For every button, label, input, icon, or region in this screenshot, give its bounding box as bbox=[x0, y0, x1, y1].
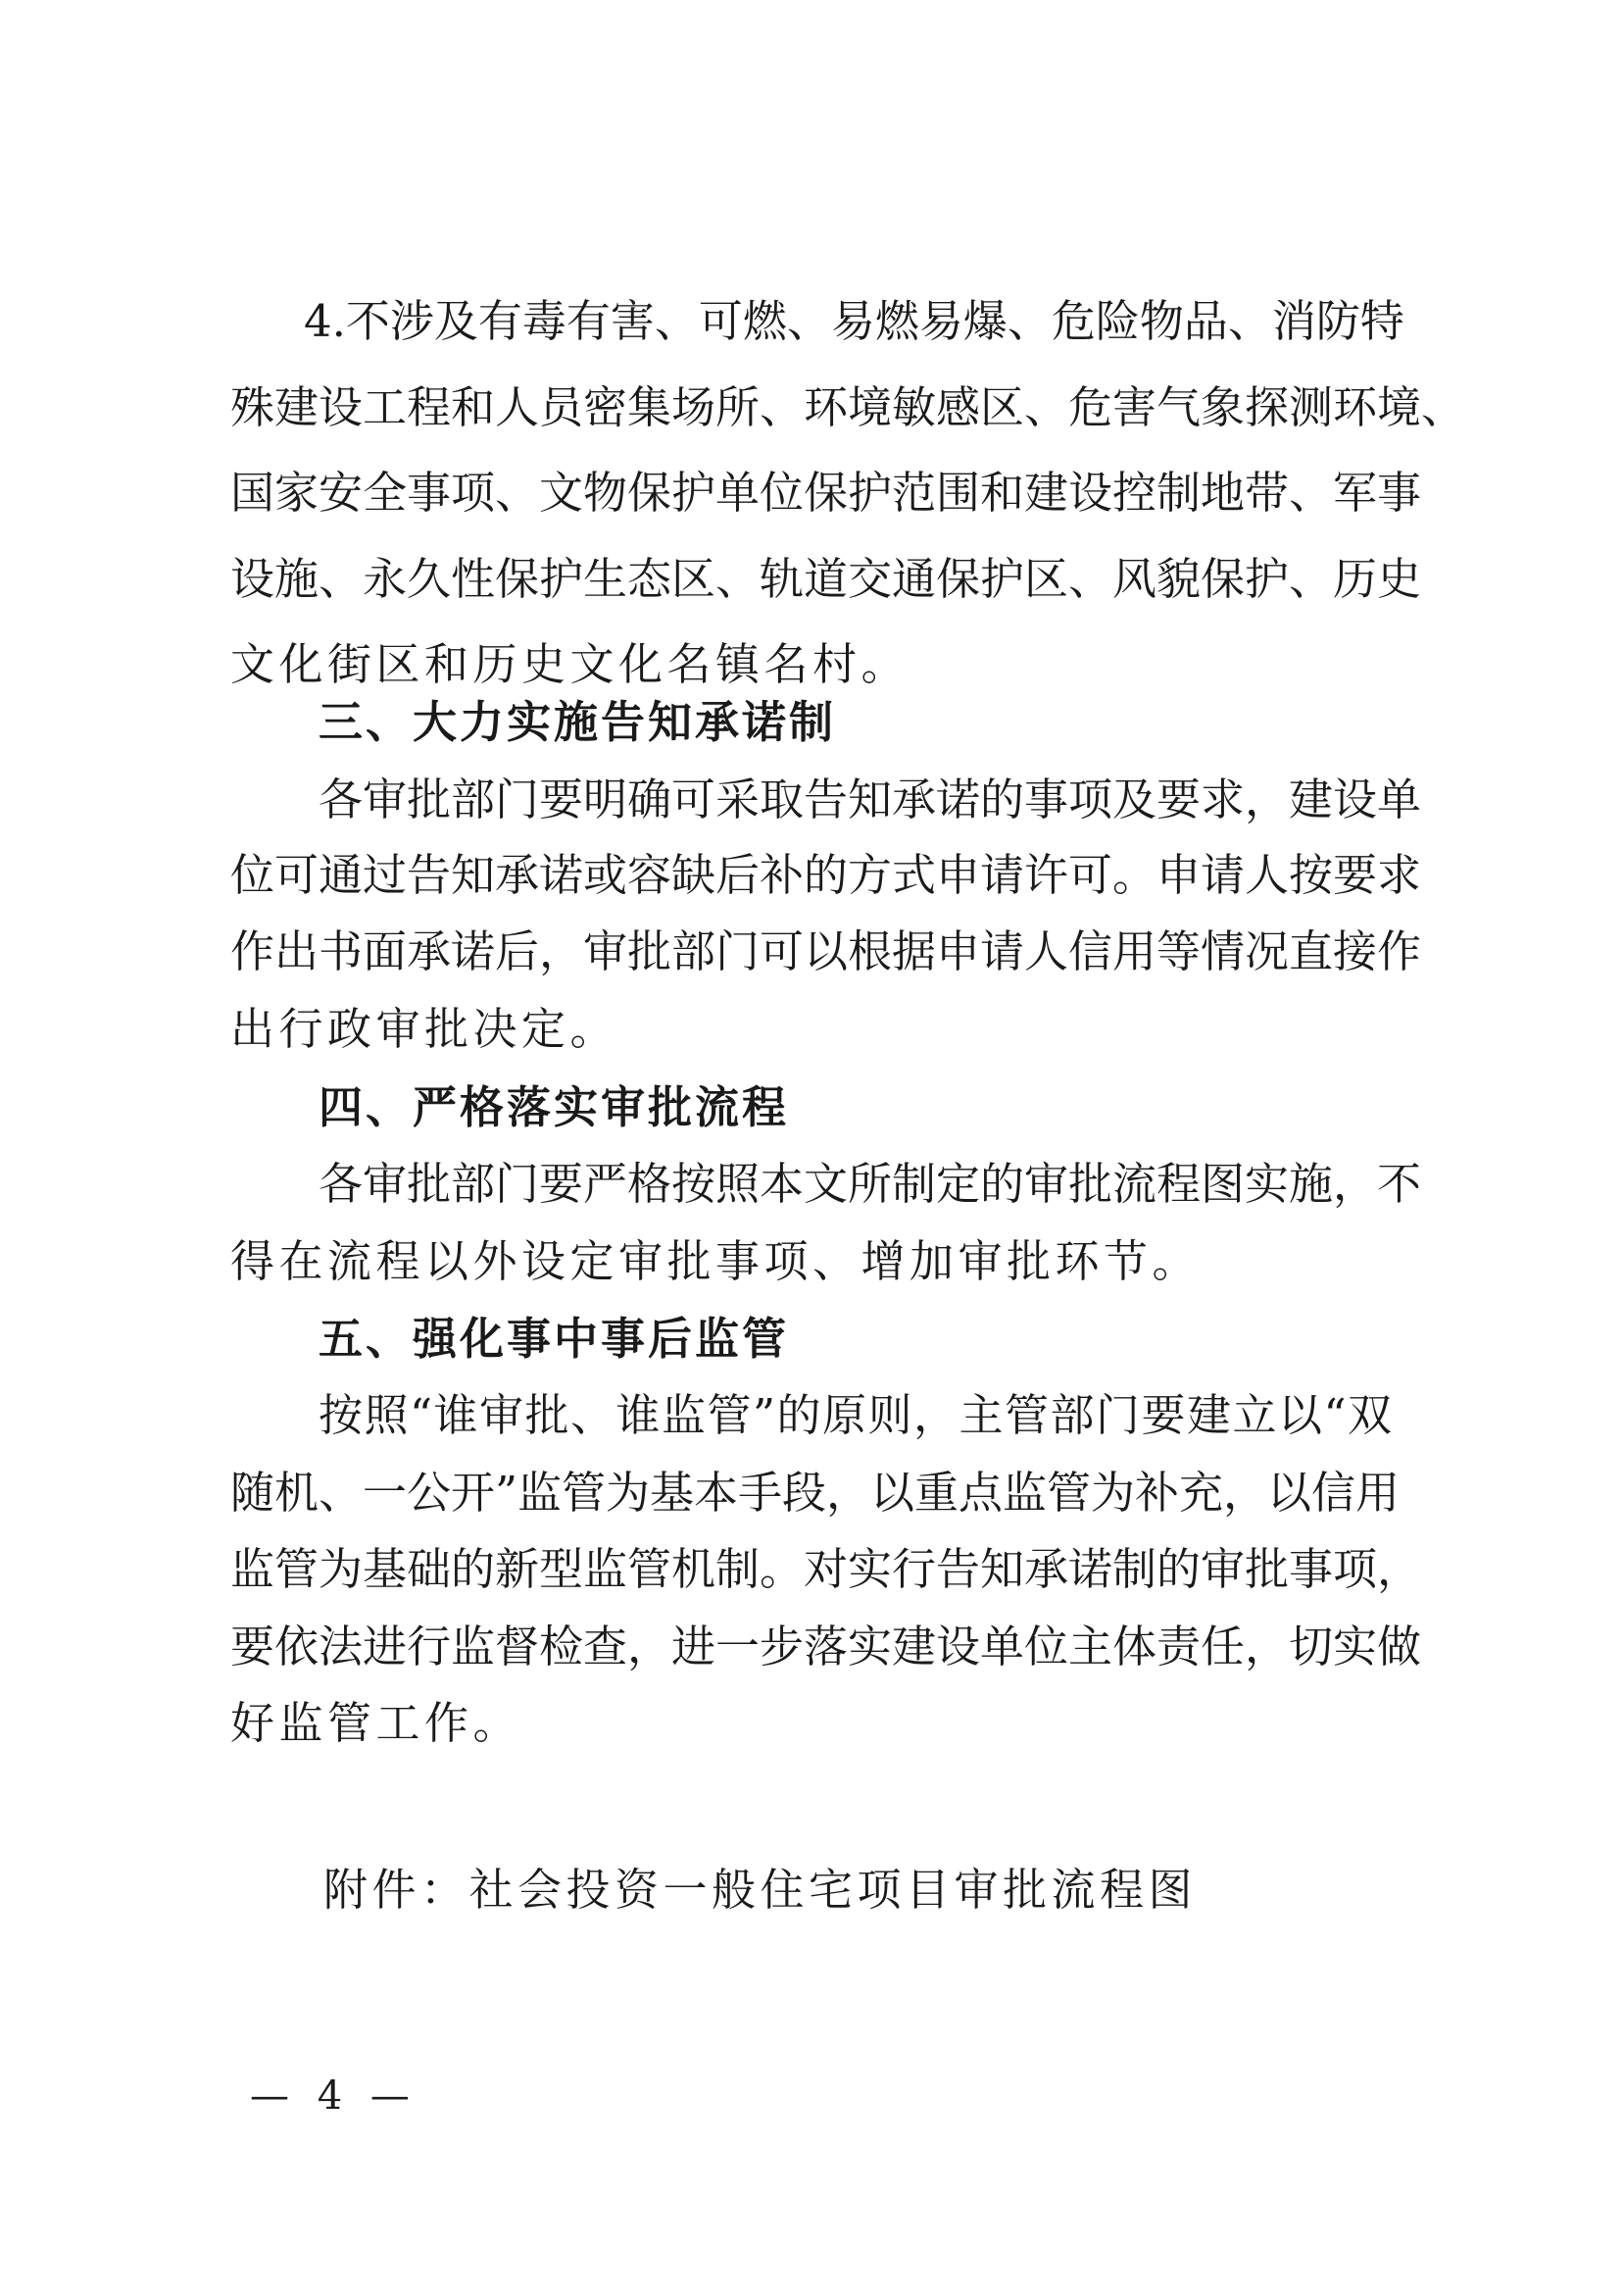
section3-line-3: 作出书面承诺后，审批部门可以根据申请人信用等情况直接作 bbox=[230, 925, 1422, 977]
section3-line-2: 位可通过告知承诺或容缺后补的方式申请许可。申请人按要求 bbox=[230, 849, 1422, 901]
section3-heading: 三、大力实施告知承诺制 bbox=[319, 696, 837, 748]
section5-line-3: 监管为基础的新型监管机制。对实行告知承诺制的审批事项， bbox=[230, 1543, 1422, 1595]
section5-heading: 五、强化事中事后监管 bbox=[319, 1313, 790, 1365]
page-number: — 4 — bbox=[250, 2073, 418, 2119]
item4-line-5: 文化街区和历史文化名镇名村。 bbox=[230, 638, 910, 690]
section3-line-4: 出行政审批决定。 bbox=[230, 1003, 619, 1055]
section4-line-2: 得在流程以外设定审批事项、增加审批环节。 bbox=[230, 1235, 1202, 1287]
section5-line-4: 要依法进行监督检查，进一步落实建设单位主体责任，切实做 bbox=[230, 1621, 1422, 1672]
item4-line-4: 设施、永久性保护生态区、轨道交通保护区、风貌保护、历史 bbox=[230, 553, 1422, 605]
item4-line-3: 国家安全事项、文物保护单位保护范围和建设控制地带、军事 bbox=[230, 467, 1422, 519]
section4-line-1: 各审批部门要严格按照本文所制定的审批流程图实施，不 bbox=[319, 1158, 1422, 1210]
attachment-line: 附件：社会投资一般住宅项目审批流程图 bbox=[323, 1864, 1198, 1916]
section3-line-1: 各审批部门要明确可采取告知承诺的事项及要求，建设单 bbox=[319, 774, 1422, 825]
item4-line-2: 殊建设工程和人员密集场所、环境敏感区、危害气象探测环境、 bbox=[230, 381, 1466, 433]
section5-line-2: 随机、一公开”监管为基本手段，以重点监管为补充，以信用 bbox=[230, 1467, 1401, 1519]
section5-line-1: 按照“谁审批、谁监管”的原则，主管部门要建立以“双 bbox=[319, 1389, 1392, 1441]
section5-line-5: 好监管工作。 bbox=[230, 1697, 522, 1749]
section4-heading: 四、严格落实审批流程 bbox=[319, 1081, 790, 1133]
item4-line-1: 4.不涉及有毒有害、可燃、易燃易爆、危险物品、消防特 bbox=[304, 295, 1404, 347]
